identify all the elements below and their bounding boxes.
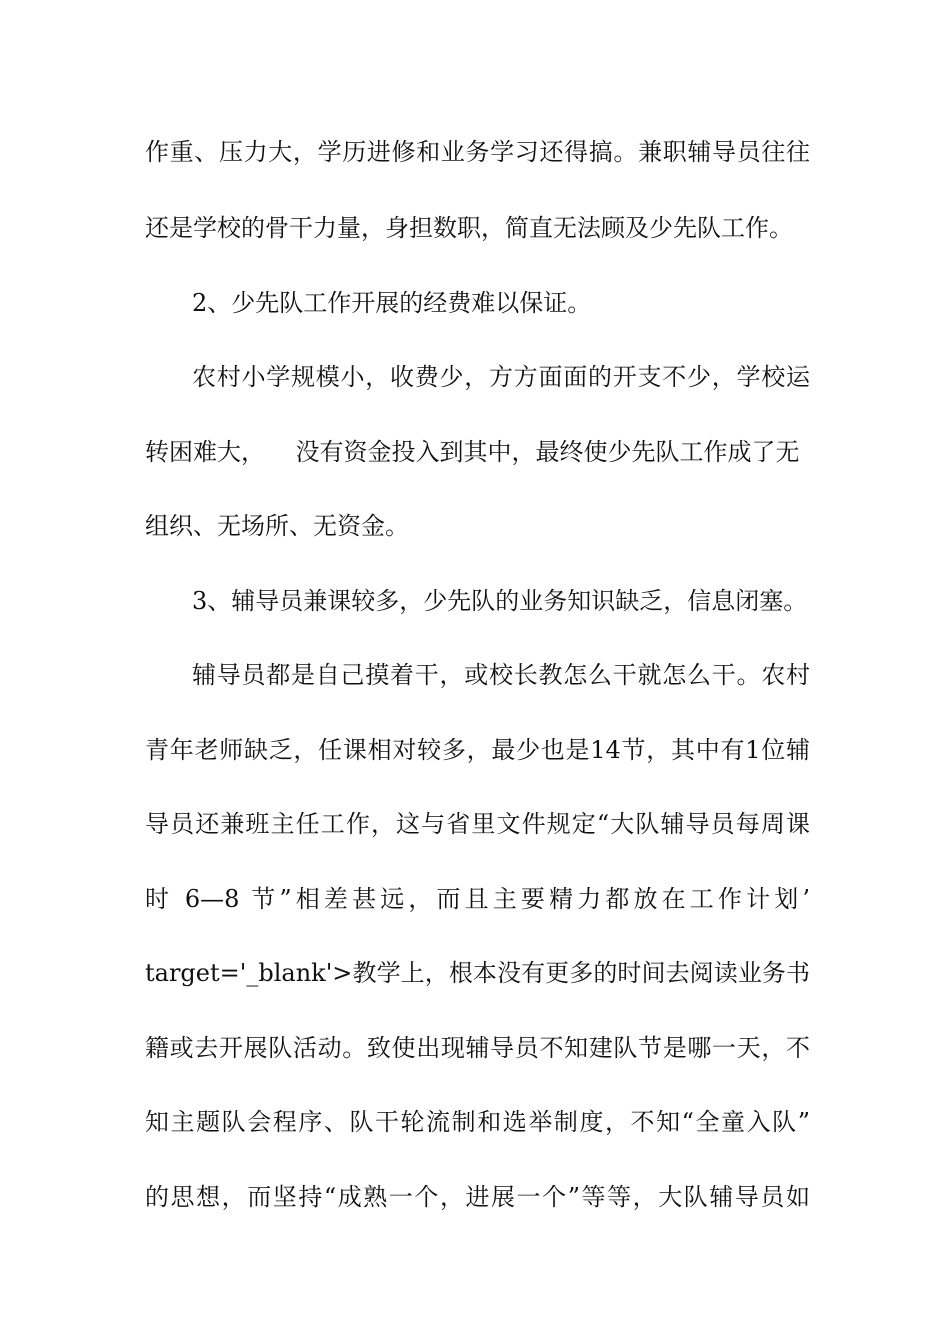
text-line-6: 组织、无场所、无资金。 — [145, 512, 409, 540]
text-line-4: 农村小学规模小，收费少，方方面面的开支不少，学校运 — [192, 363, 810, 391]
text-line-9: 青年老师缺乏，任课相对较多，最少也是14节，其中有1位辅 — [145, 736, 810, 764]
text-line-10: 导员还兼班主任工作，这与省里文件规定“大队辅导员每周课 — [145, 810, 810, 838]
text-line-2: 还是学校的骨干力量，身担数职，简直无法顾及少先队工作。 — [145, 214, 793, 242]
text-line-1: 作重、压力大，学历进修和业务学习还得搞。兼职辅导员往往 — [145, 138, 810, 166]
text-line-15: 的思想，而坚持“成熟一个，进展一个”等等，大队辅导员如 — [145, 1183, 810, 1211]
section-heading-2: 2、少先队工作开展的经费难以保证。 — [192, 289, 592, 317]
text-line-14: 知主题队会程序、队干轮流制和选举制度，不知“全童入队” — [145, 1108, 810, 1136]
text-line-12: target='_blank'>教学上，根本没有更多的时间去阅读业务书 — [145, 959, 810, 987]
text-line-5: 转困难大， 没有资金投入到其中，最终使少先队工作成了无 — [145, 438, 800, 466]
text-line-13: 籍或去开展队活动。致使出现辅导员不知建队节是哪一天，不 — [145, 1034, 810, 1062]
text-line-8: 辅导员都是自己摸着干，或校长教怎么干就怎么干。农村 — [192, 661, 810, 689]
section-heading-3: 3、辅导员兼课较多，少先队的业务知识缺乏，信息闭塞。 — [192, 587, 808, 615]
text-line-11: 时 6—8 节”相差甚远，而且主要精力都放在工作计划’ — [145, 885, 810, 913]
